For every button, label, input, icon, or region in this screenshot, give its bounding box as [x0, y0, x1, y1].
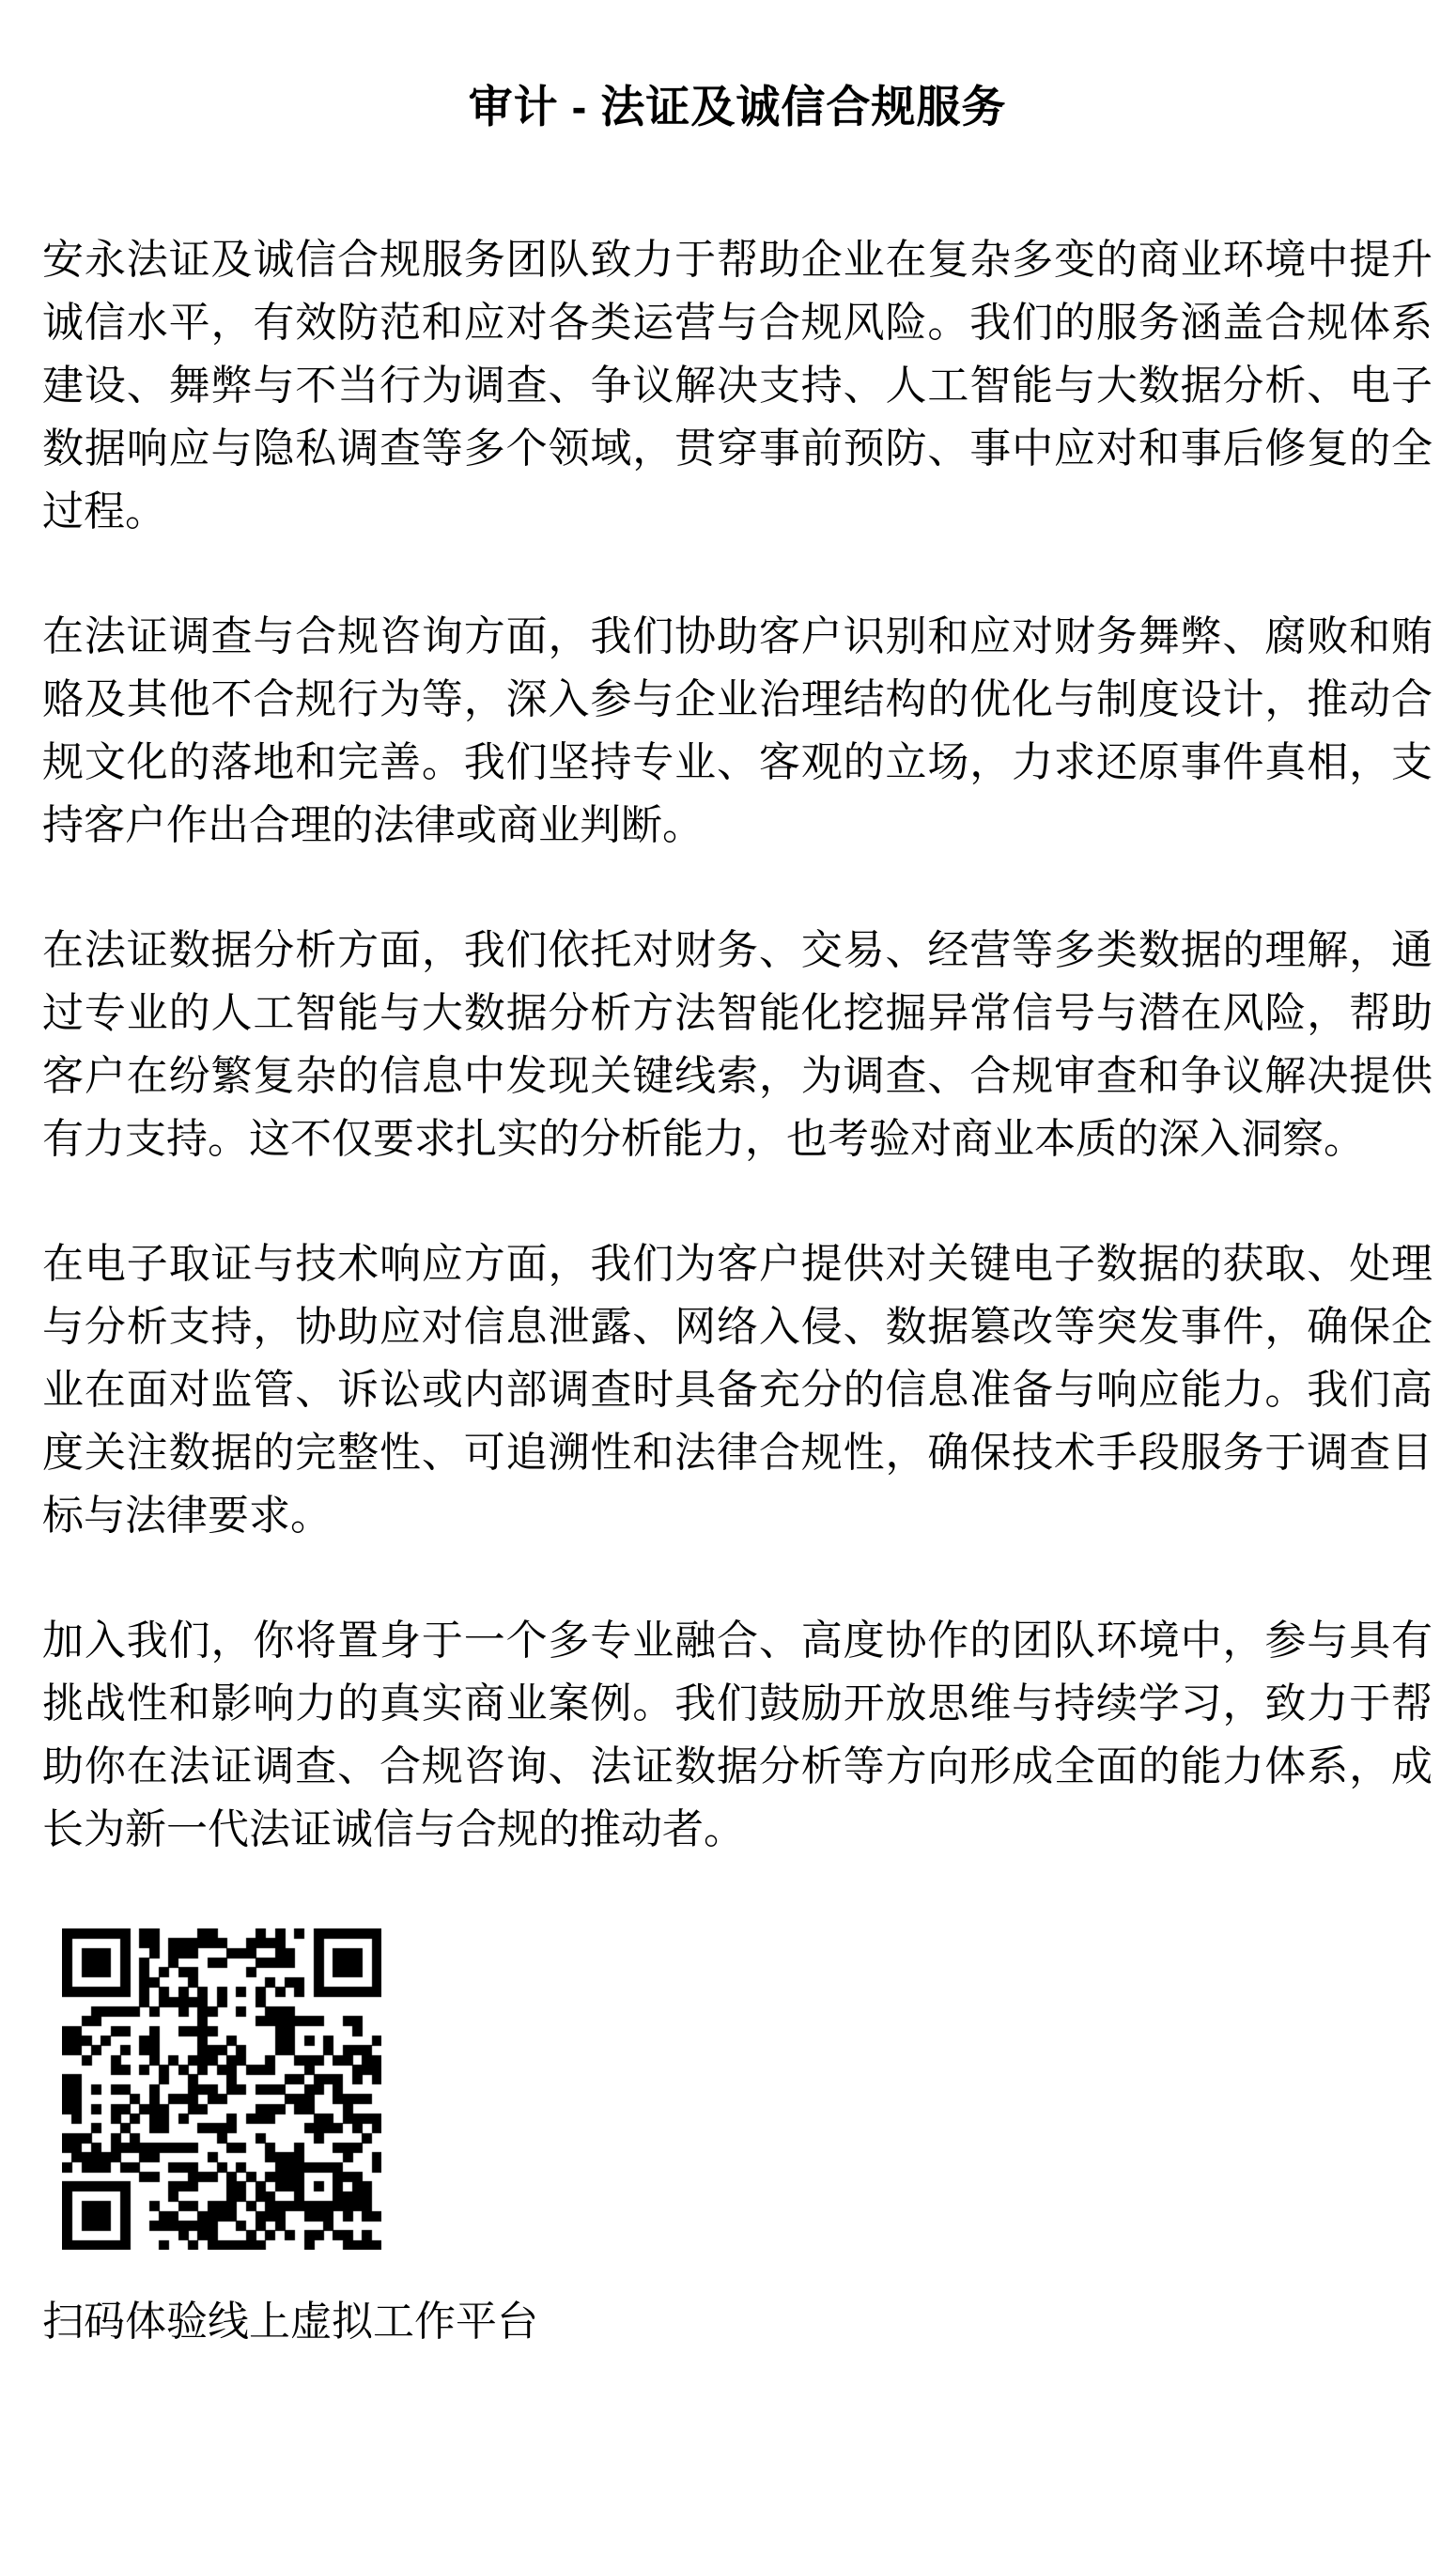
paragraph-forensic-data-analytics: 在法证数据分析方面，我们依托对财务、交易、经营等多类数据的理解，通过专业的人工智能与大数据分析方法智能化挖掘异常信号与潜在风险，帮助客户在纷繁复杂的信息中发现关键线索，为调查、合规审查和争议解决提供有力支持。这不仅要求扎实的分析能力，也考验对商业本质的深入洞察。 [42, 927, 1433, 1162]
page-title: 审计 - 法证及诚信合规服务 [468, 82, 1007, 132]
document-page [0, 80, 1456, 2555]
paragraph-join-us: 加入我们，你将置身于一个多专业融合、高度协作的团队环境中，参与具有挑战性和影响力的真实商业案例。我们鼓励开放思维与持续学习，致力于帮助你在法证调查、合规咨询、法证数据分析等方向形成全面的能力体系，成长为新一代法证诚信与合规的推动者。 [42, 1618, 1433, 1852]
paragraph-intro: 安永法证及诚信合规服务团队致力于帮助企业在复杂多变的商业环境中提升诚信水平，有效防范和应对各类运营与合规风险。我们的服务涵盖合规体系建设、舞弊与不当行为调查、争议解决支持、人工智能与大数据分析、电子数据响应与隐私调查等多个领域，贯穿事前预防、事中应对和事后修复的全过程。 [42, 237, 1433, 534]
qr-section [62, 1928, 1456, 2250]
paragraph-forensic-investigation: 在法证调查与合规咨询方面，我们协助客户识别和应对财务舞弊、腐败和贿赂及其他不合规行为等，深入参与企业治理结构的优化与制度设计，推动合规文化的落地和完善。我们坚持专业、客观的立场，力求还原事件真相，支持客户作出合理的法律或商业判断。 [42, 613, 1433, 848]
paragraph-ediscovery-response: 在电子取证与技术响应方面，我们为客户提供对关键电子数据的获取、处理与分析支持，协助应对信息泄露、网络入侵、数据篡改等突发事件，确保企业在面对监管、诉讼或内部调查时具备充分的信息准备与响应能力。我们高度关注数据的完整性、可追溯性和法律合规性，确保技术手段服务于调查目标与法律要求。 [42, 1241, 1433, 1539]
qr-code-image [62, 1928, 381, 2250]
qr-caption: 扫码体验线上虚拟工作平台 [42, 2299, 538, 2345]
article-body [42, 228, 1433, 1861]
